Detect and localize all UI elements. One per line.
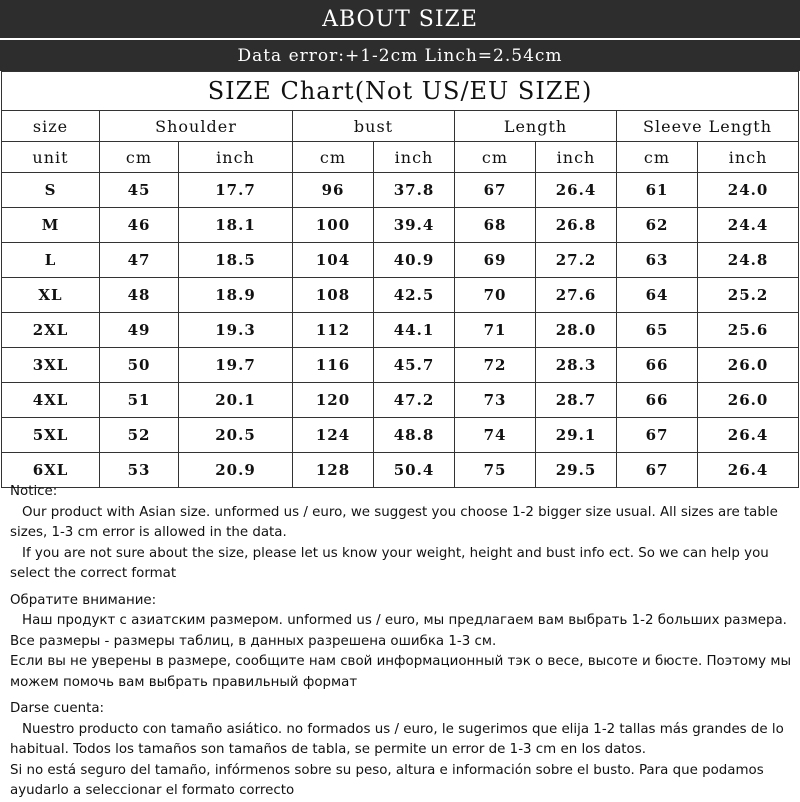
length-inch-cell: 28.3 — [536, 348, 617, 383]
length-inch-cell: 27.2 — [536, 243, 617, 278]
sleeve-cm-cell: 61 — [617, 173, 698, 208]
table-row — [2, 208, 799, 243]
table-row — [2, 383, 799, 418]
length-header: Length — [455, 111, 617, 142]
notice-text-es-1: Nuestro producto con tamaño asiático. no formados us / euro, le sugerimos que elija 1-2 tallas más grandes de lo habitual. Todos los tamaños son tamaños de tabla, se permite un error de 1-3 cm en los datos. — [10, 721, 784, 757]
table-row — [2, 348, 799, 383]
sleeve-cm-cell: 67 — [617, 453, 698, 488]
shoulder-cm-cell: 45 — [100, 173, 179, 208]
sleeve-cm-cell: 65 — [617, 313, 698, 348]
length-cm-cell: 72 — [455, 348, 536, 383]
notice-text-ru-1: Наш продукт с азиатским размером. unformed us / euro, мы предлагаем вам выбрать 1-2 больших размера. — [22, 613, 787, 628]
size-cell: 5XL — [2, 418, 100, 453]
size-cell: S — [2, 173, 100, 208]
bust-cm-cell: 104 — [293, 243, 374, 278]
table-row — [2, 173, 799, 208]
bust-header: bust — [293, 111, 455, 142]
notice-heading-es: Darse cuenta: — [10, 701, 105, 716]
unit-cm: cm — [293, 142, 374, 173]
length-cm-cell: 71 — [455, 313, 536, 348]
unit-inch: inch — [698, 142, 799, 173]
bust-inch-cell: 45.7 — [374, 348, 455, 383]
sleeve-inch-cell: 25.2 — [698, 278, 799, 313]
sleeve-inch-cell: 26.0 — [698, 383, 799, 418]
size-cell: L — [2, 243, 100, 278]
shoulder-inch-cell: 18.1 — [179, 208, 293, 243]
bust-cm-cell: 116 — [293, 348, 374, 383]
shoulder-header: Shoulder — [100, 111, 293, 142]
sleeve-inch-cell: 24.4 — [698, 208, 799, 243]
bust-inch-cell: 47.2 — [374, 383, 455, 418]
page-title: ABOUT SIZE — [0, 0, 800, 38]
size-cell: XL — [2, 278, 100, 313]
length-inch-cell: 28.7 — [536, 383, 617, 418]
bust-inch-cell: 42.5 — [374, 278, 455, 313]
shoulder-cm-cell: 48 — [100, 278, 179, 313]
unit-cm: cm — [617, 142, 698, 173]
bust-cm-cell: 108 — [293, 278, 374, 313]
shoulder-cm-cell: 47 — [100, 243, 179, 278]
bust-cm-cell: 124 — [293, 418, 374, 453]
notice-text-en-2: If you are not sure about the size, please let us know your weight, height and bust info ect. So we can help you select the correct format — [10, 545, 769, 581]
bust-inch-cell: 39.4 — [374, 208, 455, 243]
shoulder-cm-cell: 52 — [100, 418, 179, 453]
shoulder-inch-cell: 18.5 — [179, 243, 293, 278]
shoulder-inch-cell: 20.9 — [179, 453, 293, 488]
length-cm-cell: 75 — [455, 453, 536, 488]
notice-section — [10, 482, 794, 802]
size-chart-title: SIZE Chart(Not US/EU SIZE) — [2, 72, 799, 111]
length-cm-cell: 74 — [455, 418, 536, 453]
size-cell: 6XL — [2, 453, 100, 488]
notice-heading-en: Notice: — [10, 484, 58, 499]
unit-cm: cm — [100, 142, 179, 173]
sleeve-inch-cell: 24.8 — [698, 243, 799, 278]
sleeve-cm-cell: 67 — [617, 418, 698, 453]
sleeve-cm-cell: 64 — [617, 278, 698, 313]
sleeve-cm-cell: 66 — [617, 383, 698, 418]
length-inch-cell: 26.4 — [536, 173, 617, 208]
table-row — [2, 313, 799, 348]
sleeve-inch-cell: 25.6 — [698, 313, 799, 348]
unit-inch: inch — [536, 142, 617, 173]
data-error-subtitle: Data error:+1-2cm Linch=2.54cm — [0, 38, 800, 71]
bust-inch-cell: 37.8 — [374, 173, 455, 208]
notice-text-es-2: Si no está seguro del tamaño, infórmenos sobre su peso, altura e información sobre el busto. Para que podamos ayudarlo a seleccionar el formato correcto — [10, 762, 764, 798]
bust-cm-cell: 100 — [293, 208, 374, 243]
length-cm-cell: 73 — [455, 383, 536, 418]
size-column-header: size — [2, 111, 100, 142]
length-inch-cell: 27.6 — [536, 278, 617, 313]
shoulder-inch-cell: 18.9 — [179, 278, 293, 313]
sleeve-inch-cell: 26.4 — [698, 418, 799, 453]
size-cell: 4XL — [2, 383, 100, 418]
length-cm-cell: 68 — [455, 208, 536, 243]
unit-cm: cm — [455, 142, 536, 173]
length-inch-cell: 26.8 — [536, 208, 617, 243]
unit-inch: inch — [374, 142, 455, 173]
length-inch-cell: 29.1 — [536, 418, 617, 453]
unit-inch: inch — [179, 142, 293, 173]
bust-inch-cell: 40.9 — [374, 243, 455, 278]
unit-column-header: unit — [2, 142, 100, 173]
table-row — [2, 278, 799, 313]
size-cell: M — [2, 208, 100, 243]
bust-cm-cell: 112 — [293, 313, 374, 348]
shoulder-inch-cell: 20.1 — [179, 383, 293, 418]
size-chart-table — [1, 71, 799, 488]
bust-inch-cell: 50.4 — [374, 453, 455, 488]
shoulder-cm-cell: 49 — [100, 313, 179, 348]
bust-cm-cell: 120 — [293, 383, 374, 418]
bust-cm-cell: 128 — [293, 453, 374, 488]
notice-text-ru-3: Если вы не уверены в размере, сообщите нам свой информационный тэк о весе, высоте и бюсте. Поэтому мы можем помочь вам выбрать правильный формат — [10, 654, 792, 690]
length-inch-cell: 28.0 — [536, 313, 617, 348]
sleeve-length-header: Sleeve Length — [617, 111, 799, 142]
table-row — [2, 418, 799, 453]
shoulder-inch-cell: 20.5 — [179, 418, 293, 453]
notice-text-ru-2: Все размеры - размеры таблиц, в данных разрешена ошибка 1-3 см. — [10, 633, 497, 649]
shoulder-inch-cell: 19.3 — [179, 313, 293, 348]
length-cm-cell: 69 — [455, 243, 536, 278]
length-cm-cell: 70 — [455, 278, 536, 313]
shoulder-cm-cell: 50 — [100, 348, 179, 383]
shoulder-cm-cell: 51 — [100, 383, 179, 418]
notice-heading-ru: Обратите внимание: — [10, 592, 157, 608]
size-cell: 3XL — [2, 348, 100, 383]
sleeve-inch-cell: 26.0 — [698, 348, 799, 383]
size-cell: 2XL — [2, 313, 100, 348]
notice-text-en-1: Our product with Asian size. unformed us / euro, we suggest you choose 1-2 bigger size usual. All sizes are table sizes, 1-3 cm error is allowed in the data. — [10, 504, 778, 540]
sleeve-inch-cell: 24.0 — [698, 173, 799, 208]
shoulder-cm-cell: 46 — [100, 208, 179, 243]
bust-cm-cell: 96 — [293, 173, 374, 208]
bust-inch-cell: 44.1 — [374, 313, 455, 348]
length-cm-cell: 67 — [455, 173, 536, 208]
bust-inch-cell: 48.8 — [374, 418, 455, 453]
shoulder-inch-cell: 17.7 — [179, 173, 293, 208]
sleeve-cm-cell: 63 — [617, 243, 698, 278]
shoulder-inch-cell: 19.7 — [179, 348, 293, 383]
shoulder-cm-cell: 53 — [100, 453, 179, 488]
table-row — [2, 243, 799, 278]
sleeve-inch-cell: 26.4 — [698, 453, 799, 488]
sleeve-cm-cell: 62 — [617, 208, 698, 243]
sleeve-cm-cell: 66 — [617, 348, 698, 383]
length-inch-cell: 29.5 — [536, 453, 617, 488]
